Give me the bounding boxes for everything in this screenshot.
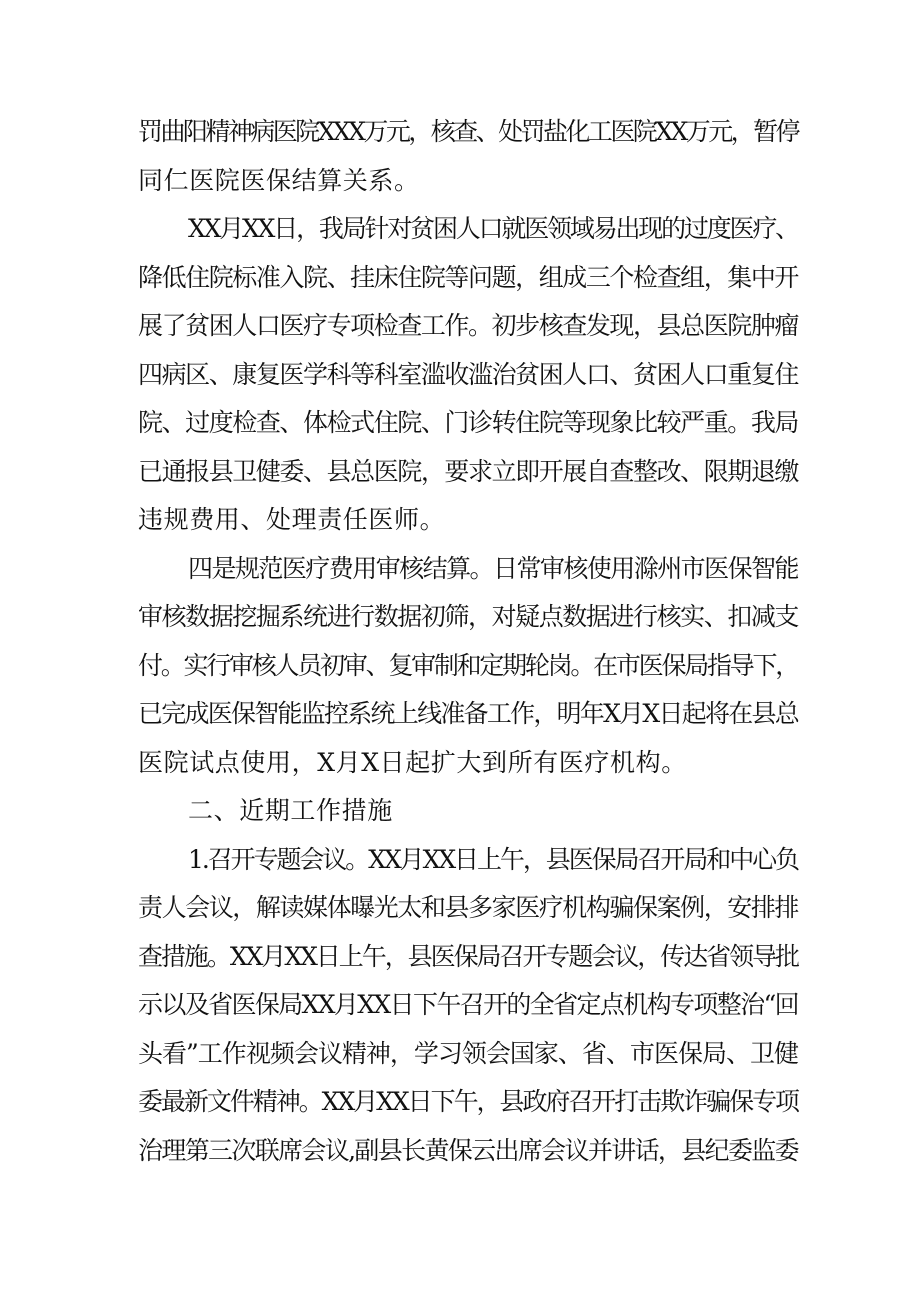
document-body <box>138 108 798 1175</box>
text-line: 委最新文件精神。XX月XX日下午，县政府召开打击欺诈骗保专项 <box>138 1087 798 1116</box>
text-line: 院、过度检查、体检式住院、门诊转住院等现象比较严重。我局 <box>138 408 798 437</box>
section-heading: 二、近期工作措施 <box>188 796 393 825</box>
paragraph-continued <box>138 108 798 205</box>
paragraph-poverty-check <box>138 205 798 545</box>
text-line: 审核数据挖掘系统进行数据初筛，对疑点数据进行核实、扣减支 <box>138 602 798 631</box>
text-line: 示以及省医保局XX月XX日下午召开的全省定点机构专项整治“回 <box>138 990 798 1019</box>
text-line: 四是规范医疗费用审核结算。日常审核使用滁州市医保智能 <box>188 553 798 583</box>
text-line: 四病区、康复医学科等科室滥收滥治贫困人口、贫困人口重复住 <box>138 359 798 389</box>
text-line: 1.召开专题会议。XX月XX日上午，县医保局召开局和中心负 <box>188 844 798 874</box>
text-line: 已完成医保智能监控系统上线准备工作，明年X月X日起将在县总 <box>138 699 798 728</box>
text-line: 展了贫困人口医疗专项检查工作。初步核查发现，县总医院肿瘤 <box>138 311 798 340</box>
text-line: 已通报县卫健委、县总医院，要求立即开展自查整改、限期退缴 <box>138 456 798 486</box>
text-line: 查措施。XX月XX日上午，县医保局召开专题会议，传达省领导批 <box>138 941 798 971</box>
text-line: 责人会议，解读媒体曝光太和县多家医疗机构骗保案例，安排排 <box>138 893 798 922</box>
text-line: 治理第三次联席会议,副县长黄保云出席会议并讲话，县纪委监委 <box>138 1135 798 1165</box>
text-line: 医院试点使用，X月X日起扩大到所有医疗机构。 <box>138 747 687 777</box>
text-line: XX月XX日，我局针对贫困人口就医领域易出现的过度医疗、 <box>188 214 798 243</box>
paragraph-review-settlement <box>138 545 798 788</box>
text-line: 降低住院标准入院、挂床住院等问题，组成三个检查组，集中开 <box>138 262 798 292</box>
paragraph-meetings <box>138 836 798 1176</box>
text-line: 头看”工作视频会议精神，学习领会国家、省、市医保局、卫健 <box>138 1038 798 1068</box>
text-line: 付。实行审核人员初审、复审制和定期轮岗。在市医保局指导下， <box>138 650 798 680</box>
text-line: 罚曲阳精神病医院XXX万元，核查、处罚盐化工医院XX万元，暂停 <box>138 117 798 146</box>
text-line: 违规费用、处理责任医师。 <box>138 505 446 534</box>
text-line: 同仁医院医保结算关系。 <box>138 165 420 195</box>
